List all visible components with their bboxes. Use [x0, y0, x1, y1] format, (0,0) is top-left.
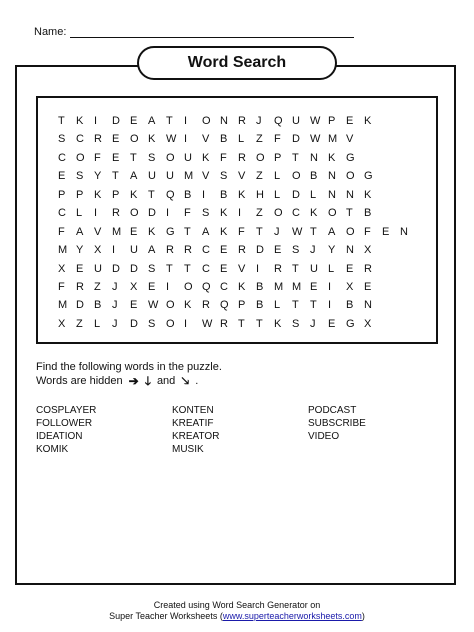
word-item: KONTEN	[172, 405, 214, 416]
grid-letter[interactable]: K	[328, 151, 336, 164]
grid-letter[interactable]: G	[364, 170, 373, 183]
grid-letter[interactable]: I	[184, 317, 188, 330]
grid-letter[interactable]: M	[58, 299, 68, 312]
grid-letter[interactable]: B	[346, 299, 354, 312]
grid-letter[interactable]: R	[364, 262, 372, 275]
grid-letter[interactable]: K	[202, 151, 210, 164]
grid-letter[interactable]: V	[202, 170, 210, 183]
grid-letter[interactable]: B	[310, 170, 318, 183]
grid-letter[interactable]: N	[400, 225, 408, 238]
grid-letter[interactable]: Z	[94, 280, 101, 293]
grid-letter[interactable]: Z	[256, 170, 263, 183]
grid-letter[interactable]: C	[76, 133, 84, 146]
grid-letter[interactable]: T	[292, 151, 299, 164]
grid-letter[interactable]: U	[148, 170, 156, 183]
grid-letter[interactable]: P	[238, 299, 246, 312]
grid-letter[interactable]	[400, 186, 418, 204]
grid-letter[interactable]: H	[256, 188, 264, 201]
grid-letter[interactable]: C	[58, 207, 66, 220]
word-item: KREATIF	[172, 418, 214, 429]
grid-letter[interactable]	[382, 296, 400, 314]
arrow-diagonal-icon: 🡖	[181, 374, 190, 388]
grid-letter[interactable]: P	[58, 188, 66, 201]
grid-letter[interactable]: G	[346, 151, 355, 164]
grid-letter[interactable]: E	[346, 115, 354, 127]
footer-suffix: )	[361, 611, 365, 621]
grid-letter[interactable]: E	[148, 280, 156, 293]
grid-letter[interactable]: I	[94, 115, 98, 127]
grid-letter[interactable]	[400, 112, 418, 130]
grid-letter[interactable]: T	[292, 262, 299, 275]
grid-letter[interactable]	[382, 241, 400, 259]
grid-letter[interactable]: X	[58, 317, 66, 330]
grid-letter[interactable]: I	[166, 207, 170, 220]
grid-letter[interactable]	[382, 315, 400, 333]
grid-letter[interactable]: K	[364, 188, 372, 201]
grid-letter[interactable]: I	[328, 299, 332, 312]
grid-letter[interactable]: P	[76, 188, 84, 201]
letter-grid	[58, 112, 418, 333]
grid-letter[interactable]: A	[148, 244, 156, 257]
grid-letter[interactable]: K	[238, 188, 246, 201]
name-field-row	[34, 22, 354, 38]
grid-letter[interactable]: U	[310, 262, 318, 275]
grid-letter[interactable]: B	[220, 188, 228, 201]
grid-letter[interactable]: R	[166, 244, 174, 257]
grid-letter[interactable]: C	[58, 151, 66, 164]
grid-letter[interactable]	[382, 278, 400, 296]
grid-letter[interactable]	[382, 204, 400, 222]
grid-letter[interactable]: P	[274, 151, 282, 164]
grid-letter[interactable]: D	[148, 207, 156, 220]
grid-letter[interactable]: B	[256, 280, 264, 293]
grid-letter[interactable]: F	[274, 133, 281, 146]
grid-letter[interactable]: F	[58, 225, 65, 238]
grid-letter[interactable]: C	[292, 207, 300, 220]
grid-letter[interactable]: O	[130, 133, 139, 146]
grid-letter[interactable]: K	[148, 225, 156, 238]
grid-letter[interactable]: K	[220, 225, 228, 238]
instructions-hidden-text: Words are hidden	[36, 375, 123, 387]
grid-letter[interactable]: Y	[94, 170, 102, 183]
grid-letter[interactable]: K	[220, 207, 228, 220]
grid-letter[interactable]: W	[166, 133, 177, 146]
grid-letter[interactable]: T	[166, 115, 173, 127]
grid-letter[interactable]: J	[112, 299, 118, 312]
instructions-line-2	[36, 374, 222, 388]
grid-letter[interactable]: O	[166, 299, 175, 312]
grid-letter[interactable]: I	[256, 262, 260, 275]
grid-letter[interactable]: R	[238, 151, 246, 164]
word-item: VIDEO	[308, 431, 340, 442]
grid-letter[interactable]	[400, 278, 418, 296]
grid-letter[interactable]: L	[274, 170, 281, 183]
grid-letter[interactable]: S	[76, 170, 84, 183]
grid-letter[interactable]: C	[220, 280, 228, 293]
grid-letter[interactable]: J	[310, 317, 316, 330]
footer-credit	[0, 600, 474, 622]
instructions	[36, 360, 222, 388]
grid-letter[interactable]: L	[274, 188, 281, 201]
grid-letter[interactable]: I	[328, 280, 332, 293]
grid-letter[interactable]: E	[130, 225, 138, 238]
grid-letter[interactable]: K	[310, 207, 318, 220]
grid-letter[interactable]: B	[256, 299, 264, 312]
grid-letter[interactable]: T	[184, 225, 191, 238]
name-blank-line[interactable]	[70, 26, 354, 38]
grid-letter[interactable]: R	[220, 317, 228, 330]
grid-letter[interactable]: D	[292, 133, 300, 146]
grid-letter[interactable]: U	[166, 170, 174, 183]
grid-letter[interactable]: Y	[76, 244, 84, 257]
grid-letter[interactable]	[382, 260, 400, 278]
grid-letter[interactable]: K	[238, 280, 246, 293]
grid-letter[interactable]: N	[346, 244, 354, 257]
grid-letter[interactable]: R	[274, 262, 282, 275]
grid-letter[interactable]: V	[238, 262, 246, 275]
grid-letter[interactable]: E	[274, 244, 282, 257]
instructions-and-text: and	[156, 375, 176, 387]
grid-letter[interactable]: O	[346, 170, 355, 183]
grid-letter[interactable]: S	[148, 262, 156, 275]
grid-letter[interactable]	[382, 130, 400, 148]
grid-letter[interactable]: O	[328, 207, 337, 220]
grid-letter[interactable]: S	[148, 151, 156, 164]
grid-letter[interactable]: V	[202, 133, 210, 146]
grid-letter[interactable]: I	[184, 133, 188, 146]
footer-line-1: Created using Word Search Generator on	[153, 600, 321, 610]
grid-letter[interactable]: O	[76, 151, 85, 164]
grid-letter[interactable]: L	[238, 133, 245, 146]
word-item: PODCAST	[308, 405, 357, 416]
grid-letter[interactable]	[382, 167, 400, 185]
word-item: FOLLOWER	[36, 418, 93, 429]
grid-letter[interactable]: T	[166, 262, 173, 275]
grid-letter[interactable]: E	[346, 262, 354, 275]
grid-letter[interactable]: R	[94, 133, 102, 146]
grid-letter[interactable]: K	[274, 317, 282, 330]
grid-letter[interactable]: T	[256, 225, 263, 238]
grid-letter[interactable]: F	[220, 151, 227, 164]
grid-letter[interactable]: U	[184, 151, 192, 164]
grid-letter[interactable]: N	[364, 299, 372, 312]
grid-letter[interactable]	[400, 149, 418, 167]
word-item: KOMIK	[36, 444, 69, 455]
grid-letter[interactable]: K	[76, 115, 84, 127]
name-label: Name:	[34, 26, 67, 38]
grid-letter[interactable]: M	[292, 280, 302, 293]
grid-letter[interactable]: B	[184, 188, 192, 201]
grid-letter[interactable]: E	[364, 280, 372, 293]
grid-letter[interactable]: D	[256, 244, 264, 257]
grid-letter[interactable]: V	[94, 225, 102, 238]
grid-letter[interactable]: O	[166, 151, 175, 164]
grid-letter[interactable]: T	[292, 299, 299, 312]
grid-letter[interactable]: W	[310, 115, 321, 127]
grid-letter[interactable]: W	[202, 317, 213, 330]
grid-letter[interactable]	[382, 186, 400, 204]
page-title: Word Search	[137, 46, 337, 80]
grid-letter[interactable]: N	[346, 188, 354, 201]
word-item: IDEATION	[36, 431, 83, 442]
grid-letter[interactable]: E	[112, 133, 120, 146]
grid-letter[interactable]: O	[184, 280, 193, 293]
grid-letter[interactable]: F	[184, 207, 191, 220]
grid-letter[interactable]: I	[94, 207, 98, 220]
grid-letter[interactable]: E	[220, 244, 228, 257]
grid-letter[interactable]: T	[256, 317, 263, 330]
grid-letter[interactable]: X	[364, 317, 372, 330]
grid-letter[interactable]: S	[148, 317, 156, 330]
grid-letter[interactable]: G	[166, 225, 175, 238]
grid-letter[interactable]: K	[94, 188, 102, 201]
word-column-2	[172, 404, 308, 456]
grid-letter[interactable]	[400, 296, 418, 314]
grid-letter[interactable]: J	[112, 280, 118, 293]
grid-letter[interactable]: S	[202, 207, 210, 220]
grid-letter[interactable]: S	[292, 244, 300, 257]
grid-letter[interactable]: T	[346, 207, 353, 220]
grid-letter[interactable]: R	[184, 244, 192, 257]
grid-letter[interactable]: T	[238, 317, 245, 330]
grid-letter[interactable]: N	[220, 115, 228, 127]
footer-link[interactable]: www.superteacherworksheets.com	[222, 611, 362, 621]
grid-letter[interactable]: O	[346, 225, 355, 238]
grid-letter[interactable]: Z	[256, 133, 263, 146]
grid-letter[interactable]: Y	[328, 244, 336, 257]
grid-letter[interactable]: E	[58, 170, 66, 183]
grid-letter[interactable]	[400, 260, 418, 278]
grid-letter[interactable]: P	[112, 188, 120, 201]
grid-letter[interactable]: F	[94, 151, 101, 164]
word-item: MUSIK	[172, 444, 204, 455]
grid-letter[interactable]: X	[346, 280, 354, 293]
grid-letter[interactable]: O	[166, 317, 175, 330]
arrow-right-icon: ➔	[128, 374, 139, 388]
grid-letter[interactable]: E	[220, 262, 228, 275]
grid-letter[interactable]	[382, 149, 400, 167]
grid-letter[interactable]: E	[76, 262, 84, 275]
grid-letter[interactable]: R	[238, 115, 246, 127]
grid-letter[interactable]: O	[130, 207, 139, 220]
grid-letter[interactable]: T	[310, 225, 317, 238]
grid-letter[interactable]: Z	[76, 317, 83, 330]
grid-letter[interactable]: Q	[202, 280, 211, 293]
grid-letter[interactable]: E	[310, 280, 318, 293]
grid-letter[interactable]: T	[112, 170, 119, 183]
word-item: COSPLAYER	[36, 405, 97, 416]
grid-letter[interactable]	[364, 149, 382, 167]
grid-letter[interactable]	[382, 112, 400, 130]
grid-letter[interactable]: E	[382, 225, 390, 238]
grid-letter[interactable]: M	[328, 133, 338, 146]
grid-letter[interactable]: T	[184, 262, 191, 275]
grid-letter[interactable]: F	[238, 225, 245, 238]
grid-letter[interactable]: J	[112, 317, 118, 330]
instructions-line-1: Find the following words in the puzzle.	[36, 361, 222, 373]
grid-letter[interactable]: C	[202, 244, 210, 257]
grid-letter[interactable]: K	[130, 188, 138, 201]
grid-letter[interactable]: S	[220, 170, 228, 183]
grid-letter[interactable]: K	[184, 299, 192, 312]
grid-letter[interactable]: L	[274, 299, 281, 312]
grid-letter[interactable]: F	[364, 225, 371, 238]
grid-letter[interactable]: E	[328, 317, 336, 330]
grid-letter[interactable]: A	[202, 225, 210, 238]
grid-letter[interactable]: J	[256, 115, 262, 127]
grid-letter[interactable]	[364, 130, 382, 148]
grid-letter[interactable]: M	[58, 244, 68, 257]
grid-letter[interactable]: O	[292, 170, 301, 183]
grid-letter[interactable]: B	[364, 207, 372, 220]
grid-letter[interactable]: W	[310, 133, 321, 146]
grid-letter[interactable]: Q	[274, 115, 283, 127]
grid-letter[interactable]: W	[292, 225, 303, 238]
grid-letter[interactable]: I	[238, 207, 242, 220]
grid-letter[interactable]: N	[310, 151, 318, 164]
grid-letter[interactable]: D	[292, 188, 300, 201]
grid-letter[interactable]: I	[202, 188, 206, 201]
grid-letter[interactable]	[400, 241, 418, 259]
grid-letter[interactable]: T	[130, 151, 137, 164]
grid-letter[interactable]: L	[310, 188, 317, 201]
grid-letter[interactable]: I	[166, 280, 170, 293]
grid-letter[interactable]: T	[310, 299, 317, 312]
grid-letter[interactable]: X	[364, 244, 372, 257]
grid-letter[interactable]: N	[328, 188, 336, 201]
grid-letter[interactable]: D	[130, 262, 138, 275]
grid-letter[interactable]: R	[112, 207, 120, 220]
grid-letter[interactable]: R	[202, 299, 210, 312]
grid-letter[interactable]	[400, 167, 418, 185]
grid-letter[interactable]: L	[76, 207, 83, 220]
arrow-down-icon: 🡓	[144, 374, 151, 388]
grid-letter[interactable]: X	[94, 244, 102, 257]
grid-letter[interactable]: K	[364, 115, 372, 127]
grid-letter[interactable]: X	[58, 262, 66, 275]
grid-letter[interactable]: L	[94, 317, 101, 330]
grid-letter[interactable]: U	[130, 244, 138, 257]
grid-letter[interactable]: P	[328, 115, 336, 127]
grid-letter[interactable]: M	[184, 170, 194, 183]
grid-letter[interactable]: G	[346, 317, 355, 330]
grid-letter[interactable]: N	[328, 170, 336, 183]
grid-letter[interactable]: E	[130, 115, 138, 127]
grid-letter[interactable]: C	[202, 262, 210, 275]
grid-letter[interactable]: J	[310, 244, 316, 257]
grid-letter[interactable]: J	[274, 225, 280, 238]
grid-letter[interactable]: T	[148, 188, 155, 201]
grid-letter[interactable]: D	[130, 317, 138, 330]
grid-letter[interactable]: S	[292, 317, 300, 330]
word-item: SUBSCRIBE	[308, 418, 366, 429]
grid-letter[interactable]: A	[76, 225, 84, 238]
grid-letter[interactable]: I	[184, 115, 188, 127]
instructions-period: .	[195, 375, 199, 387]
grid-letter[interactable]: D	[112, 115, 120, 127]
grid-letter[interactable]: V	[238, 170, 246, 183]
grid-letter[interactable]: B	[94, 299, 102, 312]
word-column-3	[308, 404, 436, 456]
grid-letter[interactable]: K	[148, 133, 156, 146]
grid-letter[interactable]: A	[148, 115, 156, 127]
grid-letter[interactable]	[400, 315, 418, 333]
grid-letter[interactable]: E	[112, 151, 120, 164]
grid-letter[interactable]: R	[238, 244, 246, 257]
grid-letter[interactable]: D	[112, 262, 120, 275]
grid-letter[interactable]: O	[202, 115, 211, 127]
grid-letter[interactable]	[400, 204, 418, 222]
grid-letter[interactable]: Q	[220, 299, 229, 312]
grid-letter[interactable]: L	[328, 262, 335, 275]
grid-letter[interactable]: W	[148, 299, 159, 312]
grid-letter[interactable]: R	[76, 280, 84, 293]
grid-letter[interactable]: E	[130, 299, 138, 312]
word-item: KREATOR	[172, 431, 220, 442]
grid-letter[interactable]: F	[58, 280, 65, 293]
grid-letter[interactable]: U	[94, 262, 102, 275]
grid-letter[interactable]: A	[130, 170, 138, 183]
grid-letter[interactable]: Q	[166, 188, 175, 201]
grid-letter[interactable]: B	[220, 133, 228, 146]
grid-letter[interactable]: M	[274, 280, 284, 293]
grid-letter[interactable]: S	[58, 133, 66, 146]
word-list	[36, 404, 436, 456]
grid-letter[interactable]: M	[112, 225, 122, 238]
grid-letter[interactable]: D	[76, 299, 84, 312]
grid-letter[interactable]: O	[256, 151, 265, 164]
grid-letter[interactable]: O	[274, 207, 283, 220]
footer-prefix: Super Teacher Worksheets (	[109, 611, 223, 621]
grid-letter[interactable]: X	[130, 280, 138, 293]
grid-letter[interactable]: U	[292, 115, 300, 127]
grid-letter[interactable]: I	[112, 244, 116, 257]
footer-line-2	[0, 611, 474, 622]
grid-letter[interactable]: Z	[256, 207, 263, 220]
grid-letter[interactable]: T	[58, 115, 65, 127]
word-column-1	[36, 404, 172, 456]
grid-letter[interactable]	[400, 130, 418, 148]
grid-letter[interactable]: A	[328, 225, 336, 238]
grid-letter[interactable]: V	[346, 133, 354, 146]
